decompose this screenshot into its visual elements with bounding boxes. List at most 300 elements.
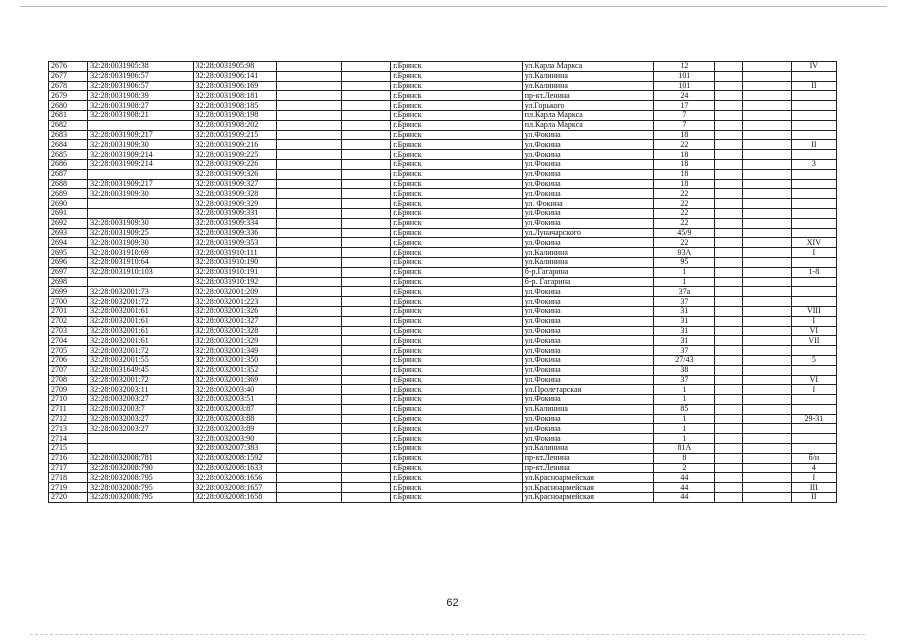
empty-cell — [342, 473, 391, 483]
city-cell: г.Брянск — [391, 385, 523, 395]
table-row — [49, 404, 837, 414]
cadastral-number-cell: 32:28:0031910:64 — [88, 257, 193, 267]
object-cadastral-number-cell: 32:28:0031909:336 — [193, 228, 276, 238]
object-cadastral-number-cell: 32:28:0031909:327 — [193, 179, 276, 189]
empty-cell — [276, 62, 341, 72]
city-cell: г.Брянск — [391, 238, 523, 248]
premises-number-cell: III — [791, 483, 836, 493]
premises-number-cell: 5 — [791, 355, 836, 365]
house-number-cell: 31 — [654, 336, 715, 346]
row-number-cell: 2686 — [49, 159, 88, 169]
table-row — [49, 297, 837, 307]
city-cell: г.Брянск — [391, 493, 523, 503]
street-cell: ул.Калинина — [522, 444, 654, 454]
city-cell: г.Брянск — [391, 326, 523, 336]
premises-number-cell — [791, 434, 836, 444]
cadastral-number-cell: 32:28:0032008:795 — [88, 493, 193, 503]
cadastral-number-cell: 32:28:0032003:7 — [88, 404, 193, 414]
row-number-cell: 2685 — [49, 150, 88, 160]
empty-cell — [742, 365, 791, 375]
street-cell: ул. Фокина — [522, 199, 654, 209]
row-number-cell: 2682 — [49, 120, 88, 130]
cadastral-number-cell: 32:28:0032001:61 — [88, 336, 193, 346]
premises-number-cell — [791, 424, 836, 434]
premises-number-cell: XIV — [791, 238, 836, 248]
house-number-cell: 101 — [654, 71, 715, 81]
empty-cell — [276, 248, 341, 258]
empty-cell — [715, 365, 742, 375]
empty-cell — [715, 208, 742, 218]
city-cell: г.Брянск — [391, 355, 523, 365]
city-cell: г.Брянск — [391, 267, 523, 277]
cadastral-number-cell: 32:28:0031909:214 — [88, 159, 193, 169]
city-cell: г.Брянск — [391, 218, 523, 228]
house-number-cell: 1 — [654, 434, 715, 444]
cadastral-number-cell — [88, 208, 193, 218]
cadastral-number-cell: 32:28:0031909:30 — [88, 218, 193, 228]
cadastral-number-cell: 32:28:0031905:38 — [88, 62, 193, 72]
empty-cell — [342, 62, 391, 72]
table-row — [49, 463, 837, 473]
street-cell: ул.Фокина — [522, 395, 654, 405]
object-cadastral-number-cell: 32:28:0031910:192 — [193, 277, 276, 287]
street-cell: ул.Луначарского — [522, 228, 654, 238]
row-number-cell: 2706 — [49, 355, 88, 365]
table-row — [49, 71, 837, 81]
empty-cell — [715, 120, 742, 130]
empty-cell — [715, 159, 742, 169]
street-cell: пр-кт.Ленина — [522, 91, 654, 101]
object-cadastral-number-cell: 32:28:0031909:215 — [193, 130, 276, 140]
object-cadastral-number-cell: 32:28:0032003:51 — [193, 395, 276, 405]
table-row — [49, 483, 837, 493]
street-cell: ул.Красноармейская — [522, 493, 654, 503]
empty-cell — [742, 140, 791, 150]
empty-cell — [742, 189, 791, 199]
city-cell: г.Брянск — [391, 130, 523, 140]
premises-number-cell — [791, 395, 836, 405]
table-row — [49, 473, 837, 483]
empty-cell — [742, 179, 791, 189]
object-cadastral-number-cell: 32:28:0032001:352 — [193, 365, 276, 375]
premises-number-cell — [791, 228, 836, 238]
empty-cell — [715, 346, 742, 356]
table-row — [49, 493, 837, 503]
empty-cell — [342, 355, 391, 365]
premises-number-cell — [791, 71, 836, 81]
street-cell: ул.Фокина — [522, 140, 654, 150]
empty-cell — [742, 287, 791, 297]
object-cadastral-number-cell: 32:28:0031905:98 — [193, 62, 276, 72]
table-row — [49, 257, 837, 267]
house-number-cell: 85 — [654, 404, 715, 414]
empty-cell — [715, 110, 742, 120]
table-row — [49, 385, 837, 395]
city-cell: г.Брянск — [391, 110, 523, 120]
empty-cell — [342, 483, 391, 493]
city-cell: г.Брянск — [391, 101, 523, 111]
street-cell: ул.Фокина — [522, 208, 654, 218]
city-cell: г.Брянск — [391, 365, 523, 375]
empty-cell — [276, 355, 341, 365]
cadastral-number-cell: 32:28:0031906:57 — [88, 81, 193, 91]
empty-cell — [742, 463, 791, 473]
row-number-cell: 2703 — [49, 326, 88, 336]
object-cadastral-number-cell: 32:28:0032001:349 — [193, 346, 276, 356]
empty-cell — [715, 238, 742, 248]
empty-cell — [342, 159, 391, 169]
row-number-cell: 2695 — [49, 248, 88, 258]
object-cadastral-number-cell: 32:28:0031909:225 — [193, 150, 276, 160]
empty-cell — [742, 277, 791, 287]
empty-cell — [276, 150, 341, 160]
city-cell: г.Брянск — [391, 434, 523, 444]
empty-cell — [276, 238, 341, 248]
cadastral-number-cell: 32:28:0031649:45 — [88, 365, 193, 375]
empty-cell — [276, 218, 341, 228]
table-row — [49, 91, 837, 101]
empty-cell — [342, 179, 391, 189]
empty-cell — [342, 444, 391, 454]
street-cell: ул.Фокина — [522, 424, 654, 434]
row-number-cell: 2696 — [49, 257, 88, 267]
table-row — [49, 346, 837, 356]
house-number-cell: 95 — [654, 257, 715, 267]
cadastral-number-cell: 32:28:0032001:61 — [88, 306, 193, 316]
city-cell: г.Брянск — [391, 277, 523, 287]
row-number-cell: 2699 — [49, 287, 88, 297]
table-row — [49, 228, 837, 238]
street-cell: ул.Фокина — [522, 355, 654, 365]
empty-cell — [342, 71, 391, 81]
table-row — [49, 208, 837, 218]
house-number-cell: 22 — [654, 238, 715, 248]
row-number-cell: 2704 — [49, 336, 88, 346]
empty-cell — [342, 120, 391, 130]
empty-cell — [715, 91, 742, 101]
premises-number-cell: VI — [791, 326, 836, 336]
empty-cell — [715, 444, 742, 454]
house-number-cell: 81А — [654, 444, 715, 454]
house-number-cell: 7 — [654, 120, 715, 130]
empty-cell — [276, 346, 341, 356]
empty-cell — [342, 218, 391, 228]
table-row — [49, 434, 837, 444]
city-cell: г.Брянск — [391, 248, 523, 258]
premises-number-cell — [791, 208, 836, 218]
empty-cell — [276, 101, 341, 111]
empty-cell — [276, 375, 341, 385]
empty-cell — [276, 208, 341, 218]
street-cell: ул.Фокина — [522, 130, 654, 140]
row-number-cell: 2679 — [49, 91, 88, 101]
cadastral-number-cell: 32:28:0031909:217 — [88, 130, 193, 140]
empty-cell — [715, 493, 742, 503]
empty-cell — [715, 395, 742, 405]
empty-cell — [742, 306, 791, 316]
empty-cell — [742, 424, 791, 434]
row-number-cell: 2688 — [49, 179, 88, 189]
empty-cell — [715, 326, 742, 336]
table-row — [49, 326, 837, 336]
empty-cell — [276, 326, 341, 336]
empty-cell — [276, 463, 341, 473]
city-cell: г.Брянск — [391, 91, 523, 101]
premises-number-cell — [791, 346, 836, 356]
empty-cell — [742, 110, 791, 120]
empty-cell — [715, 414, 742, 424]
empty-cell — [742, 159, 791, 169]
empty-cell — [276, 159, 341, 169]
empty-cell — [342, 336, 391, 346]
premises-number-cell — [791, 444, 836, 454]
empty-cell — [742, 248, 791, 258]
street-cell: ул.Фокина — [522, 306, 654, 316]
empty-cell — [715, 385, 742, 395]
empty-cell — [342, 414, 391, 424]
house-number-cell: 18 — [654, 169, 715, 179]
empty-cell — [276, 306, 341, 316]
empty-cell — [276, 316, 341, 326]
empty-cell — [342, 238, 391, 248]
table-row — [49, 365, 837, 375]
empty-cell — [742, 150, 791, 160]
empty-cell — [342, 169, 391, 179]
empty-cell — [742, 336, 791, 346]
empty-cell — [715, 257, 742, 267]
table-row — [49, 130, 837, 140]
empty-cell — [742, 81, 791, 91]
empty-cell — [742, 257, 791, 267]
row-number-cell: 2678 — [49, 81, 88, 91]
row-number-cell: 2705 — [49, 346, 88, 356]
cadastral-number-cell: 32:28:0031909:30 — [88, 238, 193, 248]
table-row — [49, 287, 837, 297]
empty-cell — [276, 81, 341, 91]
premises-number-cell: II — [791, 493, 836, 503]
cadastral-number-cell: 32:28:0032008:795 — [88, 473, 193, 483]
street-cell: ул.Красноармейская — [522, 483, 654, 493]
row-number-cell: 2719 — [49, 483, 88, 493]
empty-cell — [715, 375, 742, 385]
empty-cell — [342, 346, 391, 356]
cadastral-number-cell: 32:28:0032008:795 — [88, 483, 193, 493]
empty-cell — [276, 91, 341, 101]
empty-cell — [342, 150, 391, 160]
cadastral-number-cell: 32:28:0031909:214 — [88, 150, 193, 160]
house-number-cell: 18 — [654, 150, 715, 160]
row-number-cell: 2677 — [49, 71, 88, 81]
empty-cell — [715, 473, 742, 483]
empty-cell — [342, 404, 391, 414]
empty-cell — [342, 130, 391, 140]
house-number-cell: 37 — [654, 297, 715, 307]
row-number-cell: 2714 — [49, 434, 88, 444]
empty-cell — [715, 277, 742, 287]
object-cadastral-number-cell: 32:28:0032003:88 — [193, 414, 276, 424]
table-row — [49, 159, 837, 169]
empty-cell — [342, 277, 391, 287]
empty-cell — [715, 316, 742, 326]
table-row — [49, 169, 837, 179]
object-cadastral-number-cell: 32:28:0031909:328 — [193, 189, 276, 199]
city-cell: г.Брянск — [391, 189, 523, 199]
row-number-cell: 2697 — [49, 267, 88, 277]
empty-cell — [276, 267, 341, 277]
cadastral-number-cell: 32:28:0032001:73 — [88, 287, 193, 297]
object-cadastral-number-cell: 32:28:0032008:1592 — [193, 453, 276, 463]
cadastral-number-cell: 32:28:0031909:30 — [88, 189, 193, 199]
table-row — [49, 179, 837, 189]
cadastral-number-cell: 32:28:0031908:39 — [88, 91, 193, 101]
object-cadastral-number-cell: 32:28:0031909:353 — [193, 238, 276, 248]
table-row — [49, 81, 837, 91]
object-cadastral-number-cell: 32:28:0032001:327 — [193, 316, 276, 326]
street-cell: ул.Фокина — [522, 150, 654, 160]
empty-cell — [342, 453, 391, 463]
table-row — [49, 238, 837, 248]
empty-cell — [715, 228, 742, 238]
street-cell: ул.Фокина — [522, 179, 654, 189]
premises-number-cell — [791, 150, 836, 160]
empty-cell — [715, 306, 742, 316]
row-number-cell: 2690 — [49, 199, 88, 209]
empty-cell — [342, 395, 391, 405]
empty-cell — [715, 218, 742, 228]
street-cell: ул.Калинина — [522, 257, 654, 267]
city-cell: г.Брянск — [391, 199, 523, 209]
city-cell: г.Брянск — [391, 140, 523, 150]
empty-cell — [276, 130, 341, 140]
house-number-cell: 31 — [654, 306, 715, 316]
empty-cell — [715, 297, 742, 307]
table-row — [49, 189, 837, 199]
empty-cell — [276, 473, 341, 483]
empty-cell — [276, 453, 341, 463]
street-cell: ул.Калинина — [522, 81, 654, 91]
empty-cell — [342, 297, 391, 307]
city-cell: г.Брянск — [391, 62, 523, 72]
street-cell: ул.Фокина — [522, 218, 654, 228]
city-cell: г.Брянск — [391, 169, 523, 179]
empty-cell — [276, 483, 341, 493]
object-cadastral-number-cell: 32:28:0031906:169 — [193, 81, 276, 91]
city-cell: г.Брянск — [391, 208, 523, 218]
street-cell: ул.Фокина — [522, 189, 654, 199]
street-cell: ул.Фокина — [522, 238, 654, 248]
empty-cell — [715, 287, 742, 297]
cadastral-number-cell — [88, 169, 193, 179]
object-cadastral-number-cell: 32:28:0032001:369 — [193, 375, 276, 385]
row-number-cell: 2694 — [49, 238, 88, 248]
page-number: 62 — [446, 597, 459, 609]
cadastral-number-cell: 32:28:0032003:27 — [88, 414, 193, 424]
object-cadastral-number-cell: 32:28:0032001:350 — [193, 355, 276, 365]
cadastral-number-cell: 32:28:0032001:72 — [88, 297, 193, 307]
city-cell: г.Брянск — [391, 336, 523, 346]
empty-cell — [342, 101, 391, 111]
empty-cell — [342, 257, 391, 267]
object-cadastral-number-cell: 32:28:0031910:190 — [193, 257, 276, 267]
table-row — [49, 150, 837, 160]
house-number-cell: 18 — [654, 159, 715, 169]
object-cadastral-number-cell: 32:28:0031906:141 — [193, 71, 276, 81]
table-row — [49, 218, 837, 228]
premises-number-cell: IV — [791, 62, 836, 72]
house-number-cell: 2 — [654, 463, 715, 473]
empty-cell — [715, 336, 742, 346]
house-number-cell: 18 — [654, 130, 715, 140]
row-number-cell: 2720 — [49, 493, 88, 503]
house-number-cell: 22 — [654, 189, 715, 199]
empty-cell — [715, 169, 742, 179]
table-row — [49, 110, 837, 120]
empty-cell — [276, 179, 341, 189]
empty-cell — [742, 169, 791, 179]
city-cell: г.Брянск — [391, 483, 523, 493]
table-row — [49, 140, 837, 150]
house-number-cell: 22 — [654, 208, 715, 218]
house-number-cell: 17 — [654, 101, 715, 111]
city-cell: г.Брянск — [391, 150, 523, 160]
empty-cell — [276, 297, 341, 307]
city-cell: г.Брянск — [391, 444, 523, 454]
empty-cell — [742, 355, 791, 365]
city-cell: г.Брянск — [391, 395, 523, 405]
empty-cell — [715, 453, 742, 463]
house-number-cell: 27/43 — [654, 355, 715, 365]
house-number-cell: 8 — [654, 453, 715, 463]
empty-cell — [742, 71, 791, 81]
object-cadastral-number-cell: 32:28:0031909:331 — [193, 208, 276, 218]
object-cadastral-number-cell: 32:28:0032008:1633 — [193, 463, 276, 473]
city-cell: г.Брянск — [391, 179, 523, 189]
cadastral-number-cell: 32:28:0031909:25 — [88, 228, 193, 238]
premises-number-cell — [791, 199, 836, 209]
empty-cell — [715, 483, 742, 493]
cadastral-number-cell: 32:28:0032003:27 — [88, 424, 193, 434]
city-cell: г.Брянск — [391, 297, 523, 307]
empty-cell — [742, 346, 791, 356]
table-row — [49, 395, 837, 405]
city-cell: г.Брянск — [391, 228, 523, 238]
cadastral-number-cell: 32:28:0032003:27 — [88, 395, 193, 405]
house-number-cell: 31 — [654, 316, 715, 326]
premises-number-cell — [791, 297, 836, 307]
bottom-rule — [30, 634, 865, 635]
cadastral-number-cell: 32:28:0031909:217 — [88, 179, 193, 189]
cadastral-number-cell: 32:28:0032001:72 — [88, 375, 193, 385]
empty-cell — [342, 385, 391, 395]
empty-cell — [715, 248, 742, 258]
object-cadastral-number-cell: 32:28:0032003:40 — [193, 385, 276, 395]
empty-cell — [742, 483, 791, 493]
empty-cell — [276, 414, 341, 424]
row-number-cell: 2701 — [49, 306, 88, 316]
empty-cell — [742, 218, 791, 228]
empty-cell — [276, 424, 341, 434]
empty-cell — [715, 140, 742, 150]
object-cadastral-number-cell: 32:28:0031909:216 — [193, 140, 276, 150]
object-cadastral-number-cell: 32:28:0032003:87 — [193, 404, 276, 414]
house-number-cell: 22 — [654, 140, 715, 150]
premises-number-cell: I — [791, 473, 836, 483]
empty-cell — [342, 267, 391, 277]
premises-number-cell — [791, 130, 836, 140]
empty-cell — [715, 404, 742, 414]
house-number-cell: 24 — [654, 91, 715, 101]
empty-cell — [342, 424, 391, 434]
